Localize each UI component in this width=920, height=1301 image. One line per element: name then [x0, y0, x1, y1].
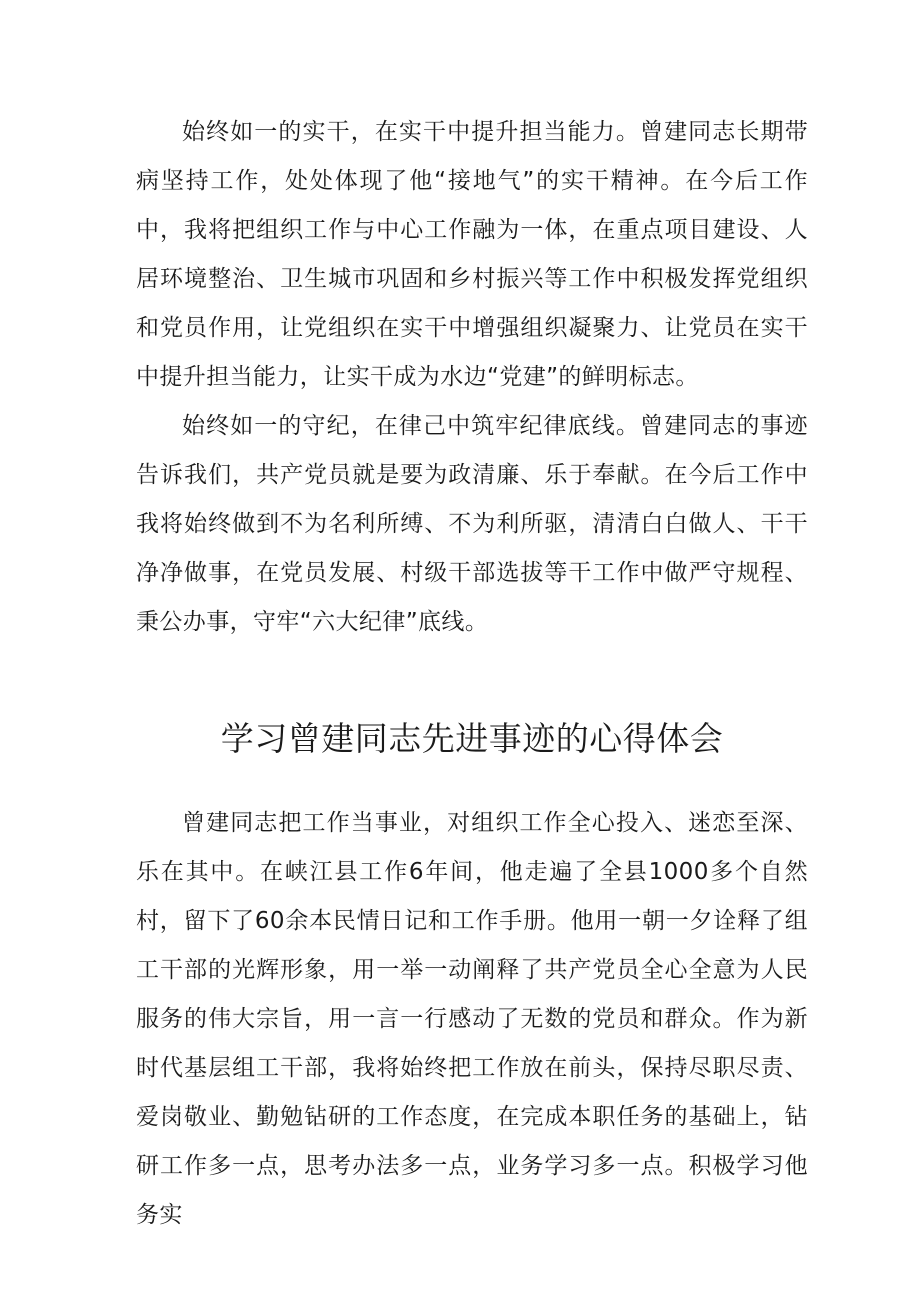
- title-spacer: [136, 779, 808, 799]
- paragraph-discipline: 始终如一的守纪，在律己中筑牢纪律底线。曾建同志的事迹告诉我们，共产党员就是要为政清廉、乐于奉献。在今后工作中我将始终做到不为名利所缚、不为利所驱，清清白白做人、干干净净做事，在党员发展、村级干部选拔等干工作中做严守规程、秉公办事，守牢“六大纪律”底线。: [136, 413, 808, 635]
- paragraph-practical-work: 始终如一的实干，在实干中提升担当能力。曾建同志长期带病坚持工作，处处体现了他“接地气”的实干精神。在今后工作中，我将把组织工作与中心工作融为一体，在重点项目建设、人居环境整治、卫生城市巩固和乡村振兴等工作中积极发挥党组织和党员作用，让党组织在实干中增强组织凝聚力、让党员在实干中提升担当能力，让实干成为水边“党建”的鲜明标志。: [136, 119, 808, 390]
- paragraph-dedication: 曾建同志把工作当事业，对组织工作全心投入、迷恋至深、乐在其中。在峡江县工作6年间，他走遍了全县1000多个自然村，留下了60余本民情日记和工作手册。他用一朝一夕诠释了组工干部的光辉形象，用一举一动阐释了共产党员全心全意为人民服务的伟大宗旨，用一言一行感动了无数的党员和群众。作为新时代基层组工干部，我将始终把工作放在前头，保持尽职尽责、爱岗敬业、勤勉钻研的工作态度，在完成本职任务的基础上，钻研工作多一点，思考办法多一点，业务学习多一点。积极学习他务实: [136, 810, 808, 1228]
- document-title: 学习曾建同志先进事迹的心得体会: [220, 719, 724, 758]
